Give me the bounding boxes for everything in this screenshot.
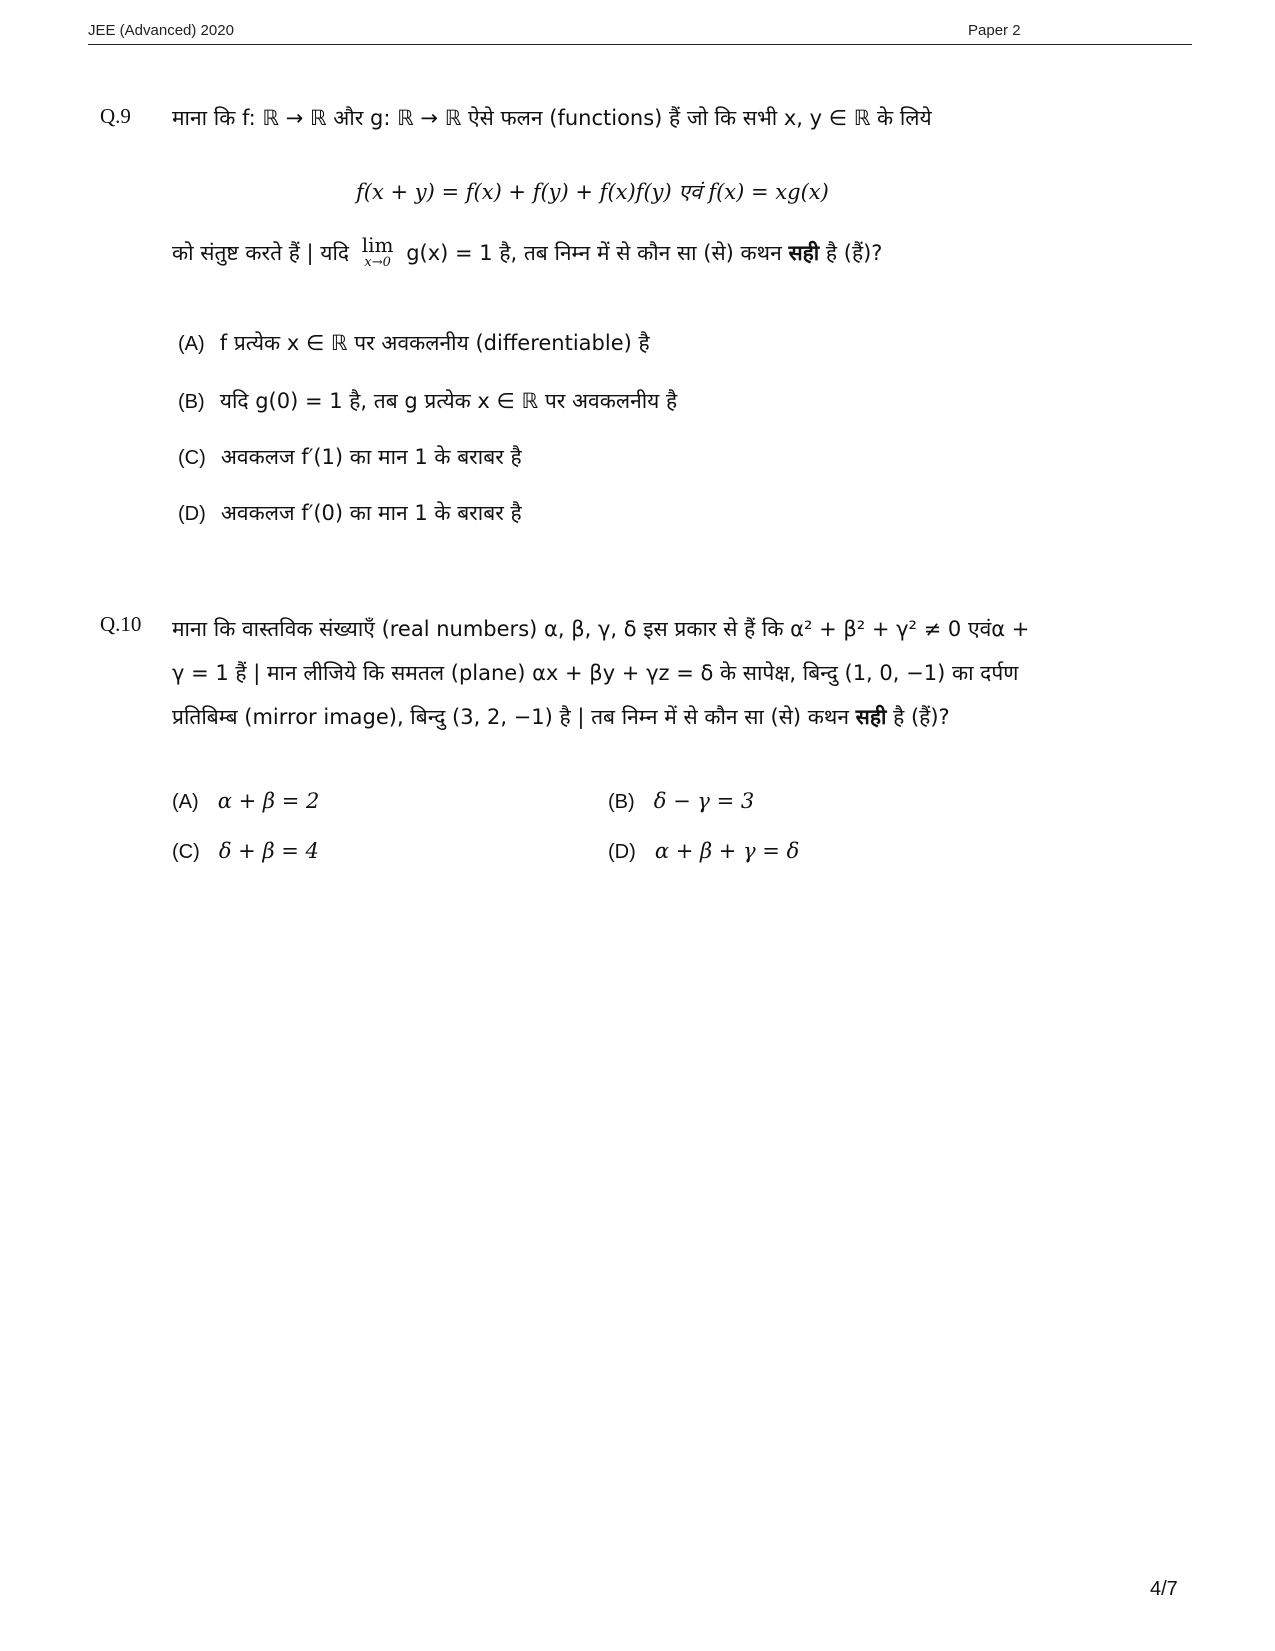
q10-option-d: [608, 836, 799, 866]
q9-equation: f(x + y) = f(x) + f(y) + f(x)f(y) एवं f(x) = xg(x): [356, 180, 829, 204]
option-text: f प्रत्येक x ∈ ℝ पर अवकलनीय (differentiable) है: [219, 331, 650, 355]
option-text: δ + β = 4: [218, 839, 319, 863]
q9-statement-line3: [172, 233, 883, 272]
option-text: अवकलज f′(1) का मान 1 के बराबर है: [220, 445, 522, 469]
header-divider: [88, 44, 1192, 45]
option-label: (D): [608, 841, 636, 863]
q10-statement-line3: [172, 702, 950, 732]
q10-line3-bold: सही: [855, 705, 887, 729]
q9-line3-bold: सही: [788, 241, 820, 265]
q10-statement-line2: γ = 1 हैं | मान लीजिये कि समतल (plane) αx + βy + γz = δ के सापेक्ष, बिन्दु (1, 0, −1) का दर्पण: [172, 661, 1019, 685]
q9-line3-post: है (हैं)?: [825, 241, 883, 265]
option-label: (A): [172, 791, 199, 813]
option-label: (C): [178, 447, 206, 469]
q9-option-b: [178, 386, 677, 416]
q9-line3-mid: g(x) = 1 है, तब निम्न में से कौन सा (से) कथन: [406, 241, 782, 265]
option-label: (B): [608, 791, 635, 813]
question-number-10: Q.10: [100, 612, 142, 636]
limit-bottom: x→0: [364, 255, 391, 270]
q10-statement-line1: माना कि वास्तविक संख्याएँ (real numbers) α, β, γ, δ इस प्रकार से हैं कि α² + β² + γ² ≠ 0 एवंα +: [172, 617, 1030, 641]
header-paper-label: Paper 2: [968, 22, 1021, 39]
header-exam-title: JEE (Advanced) 2020: [88, 22, 234, 39]
question-number-9: Q.9: [100, 104, 131, 128]
q10-option-c: [172, 836, 319, 866]
limit-top: lim: [361, 233, 394, 257]
q9-statement-line1: माना कि f: ℝ → ℝ और g: ℝ → ℝ ऐसे फलन (functions) हैं जो कि सभी x, y ∈ ℝ के लिये: [172, 106, 932, 130]
q9-option-c: [178, 442, 522, 472]
option-text: यदि g(0) = 1 है, तब g प्रत्येक x ∈ ℝ पर अवकलनीय है: [219, 389, 678, 413]
q10-line3-pre: प्रतिबिम्ब (mirror image), बिन्दु (3, 2, −1) है | तब निम्न में से कौन सा (से) कथन: [172, 705, 849, 729]
option-text: α + β = 2: [217, 789, 320, 813]
option-label: (C): [172, 841, 200, 863]
option-label: (A): [178, 333, 205, 355]
option-label: (B): [178, 391, 205, 413]
q10-option-b: [608, 786, 754, 816]
q9-option-d: [178, 498, 522, 528]
q10-option-a: [172, 786, 319, 816]
limit-operator: [361, 233, 394, 272]
page-number: 4/7: [1150, 1578, 1178, 1600]
option-label: (D): [178, 503, 206, 525]
option-text: अवकलज f′(0) का मान 1 के बराबर है: [220, 501, 522, 525]
q9-option-a: [178, 328, 650, 358]
q10-line3-post: है (हैं)?: [893, 705, 950, 729]
q9-line3-pre: को संतुष्ट करते हैं | यदि: [172, 241, 350, 265]
option-text: δ − γ = 3: [653, 789, 755, 813]
option-text: α + β + γ = δ: [654, 839, 800, 863]
